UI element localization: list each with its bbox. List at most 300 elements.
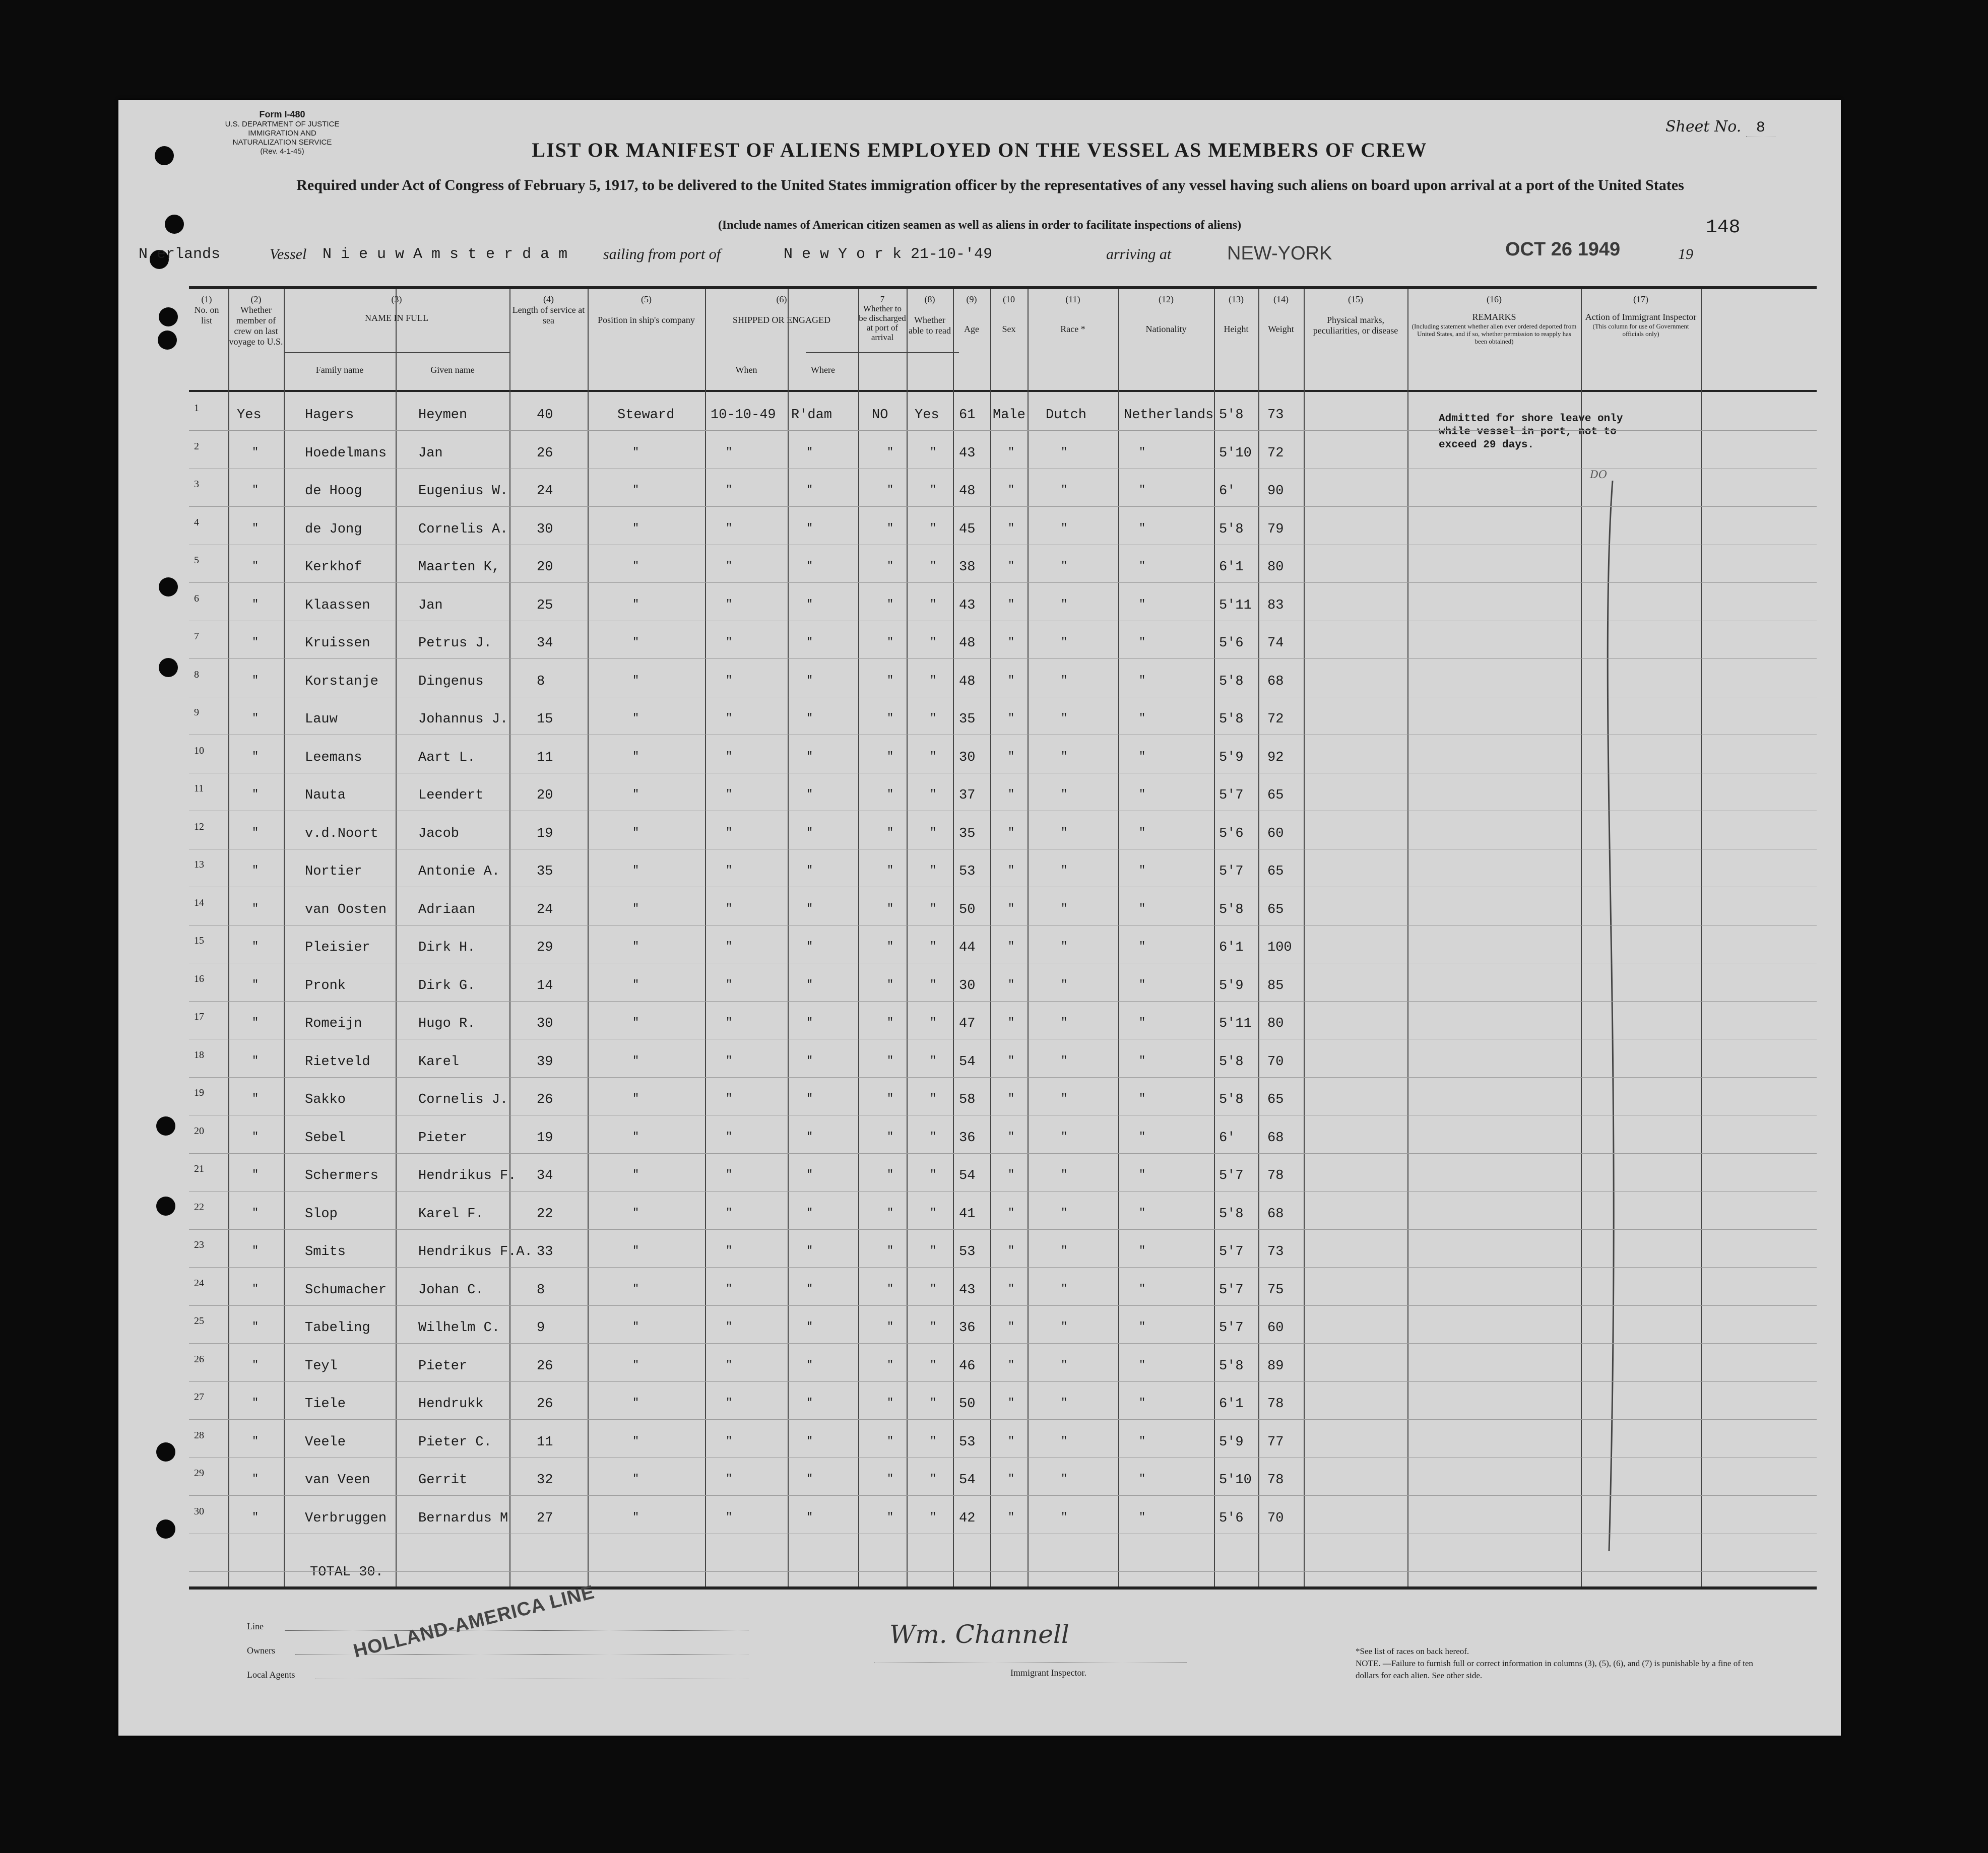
col-num: (3)	[391, 294, 402, 304]
given-name: Leendert	[418, 788, 484, 803]
family-name: Leemans	[305, 750, 362, 765]
col-header-name	[284, 294, 509, 323]
race-value: "	[1061, 1206, 1068, 1219]
discharged-value: "	[887, 521, 894, 535]
column-divider	[990, 289, 991, 1586]
given-name: Dingenus	[418, 674, 484, 689]
crew-member-value: "	[252, 636, 259, 648]
crew-member-value: "	[252, 1434, 259, 1447]
race-value: "	[1061, 1244, 1068, 1257]
row-number: 19	[194, 1087, 204, 1098]
read-value: "	[930, 1320, 937, 1333]
discharged-value: "	[887, 788, 894, 801]
row-rule	[189, 1495, 1817, 1496]
row-number: 14	[194, 897, 204, 908]
shipped-when: "	[726, 598, 733, 611]
shipped-where: "	[806, 674, 813, 687]
service-length: 33	[537, 1244, 553, 1260]
shipped-where: "	[806, 1244, 813, 1257]
shipped-when: "	[726, 750, 733, 763]
column-divider	[396, 289, 397, 1586]
col-header-where: Where	[811, 365, 835, 375]
crew-member-value: "	[252, 674, 259, 687]
height-value: 5'8	[1219, 1054, 1244, 1070]
service-length: 19	[537, 1130, 553, 1146]
discharged-value: "	[887, 1168, 894, 1181]
weight-value: 89	[1267, 1358, 1284, 1374]
age-value: 48	[959, 484, 976, 499]
column-divider	[1581, 289, 1582, 1586]
row-number: 17	[194, 1011, 204, 1022]
nationality-value: "	[1139, 1510, 1146, 1524]
race-value: "	[1061, 674, 1068, 687]
row-rule	[189, 582, 1817, 583]
col-label: SHIPPED OR ENGAGED	[732, 315, 830, 325]
col-num: (2)	[250, 294, 262, 304]
read-value: Yes	[915, 408, 939, 423]
nationality-value: "	[1139, 826, 1146, 839]
form-revision: (Rev. 4-1-45)	[260, 147, 304, 156]
position-value: "	[632, 560, 639, 572]
position-value: "	[632, 484, 639, 496]
height-value: 5'7	[1219, 788, 1244, 803]
age-value: 46	[959, 1358, 976, 1374]
discharged-value: "	[887, 1206, 894, 1219]
crew-member-value: "	[252, 1206, 259, 1219]
column-divider	[588, 289, 589, 1586]
age-value: 54	[959, 1473, 976, 1488]
discharged-value: "	[887, 1320, 894, 1333]
discharged-value: "	[887, 864, 894, 877]
position-value: Steward	[617, 408, 675, 423]
nationality-value: "	[1139, 674, 1146, 687]
crew-member-value: "	[252, 750, 259, 763]
read-value: "	[930, 1016, 937, 1029]
row-number: 29	[194, 1468, 204, 1479]
row-rule	[189, 1153, 1817, 1154]
col-label: REMARKS	[1472, 312, 1516, 322]
family-name: Teyl	[305, 1358, 338, 1374]
position-value: "	[632, 445, 639, 458]
age-value: 47	[959, 1016, 976, 1031]
service-length: 26	[537, 1092, 553, 1107]
nationality-value: "	[1139, 445, 1146, 458]
nationality-value: "	[1139, 636, 1146, 648]
sex-value: "	[1008, 1016, 1015, 1029]
height-value: 6'1	[1219, 560, 1244, 575]
position-value: "	[632, 598, 639, 611]
nationality-value: "	[1139, 1473, 1146, 1485]
height-value: 5'8	[1219, 712, 1244, 727]
inspector-label: Immigrant Inspector.	[1010, 1668, 1086, 1678]
shipped-where: "	[806, 1510, 813, 1524]
nationality-value: "	[1139, 1092, 1146, 1105]
col-header-length	[509, 294, 588, 326]
nationality-value: "	[1139, 521, 1146, 535]
total-count: TOTAL 30.	[310, 1565, 383, 1580]
read-value: "	[930, 636, 937, 648]
crew-member-value: "	[252, 1130, 259, 1143]
family-name: Veele	[305, 1434, 346, 1450]
nationality-value: "	[1139, 1282, 1146, 1295]
row-rule	[189, 1571, 1817, 1572]
height-value: 5'6	[1219, 636, 1244, 651]
family-name: Tabeling	[305, 1320, 370, 1336]
row-rule	[189, 1419, 1817, 1420]
given-name: Jan	[418, 445, 443, 461]
sex-value: "	[1008, 1130, 1015, 1143]
column-divider	[509, 289, 510, 1586]
shipped-when: "	[726, 1358, 733, 1371]
col-num: (5)	[641, 294, 652, 304]
family-name: Sakko	[305, 1092, 346, 1107]
age-value: 53	[959, 1434, 976, 1450]
service-length: 14	[537, 978, 553, 994]
weight-value: 72	[1267, 445, 1284, 461]
race-value: "	[1061, 636, 1068, 648]
row-number: 18	[194, 1049, 204, 1061]
service-length: 40	[537, 408, 553, 423]
crew-member-value: "	[252, 1282, 259, 1295]
given-name: Bernardus M	[418, 1510, 508, 1526]
family-name: Korstanje	[305, 674, 378, 689]
sex-value: "	[1008, 1358, 1015, 1371]
discharged-value: "	[887, 1473, 894, 1485]
read-value: "	[930, 445, 937, 458]
given-name: Maarten K,	[418, 560, 500, 575]
owners-label: Owners	[247, 1645, 275, 1656]
column-divider	[1701, 289, 1702, 1586]
nationality-value: "	[1139, 598, 1146, 611]
sheet-label: Sheet No.	[1665, 118, 1742, 136]
family-name: v.d.Noort	[305, 826, 378, 841]
discharged-value: "	[887, 978, 894, 991]
shipped-where: "	[806, 636, 813, 648]
shipped-where: "	[806, 750, 813, 763]
crew-member-value: "	[252, 1016, 259, 1029]
col-header-age	[953, 294, 990, 335]
col-label: Physical marks, peculiarities, or disease	[1313, 315, 1398, 336]
weight-value: 60	[1267, 826, 1284, 841]
shipped-when: "	[726, 864, 733, 877]
position-value: "	[632, 788, 639, 801]
punch-hole	[156, 1442, 175, 1462]
sailing-label: sailing from port of	[603, 246, 721, 262]
height-value: 5'8	[1219, 521, 1244, 537]
crew-member-value: "	[252, 445, 259, 458]
read-value: "	[930, 1510, 937, 1524]
column-divider	[907, 289, 908, 1586]
position-value: "	[632, 1397, 639, 1409]
height-value: 5'7	[1219, 864, 1244, 879]
col-header-race	[1028, 294, 1118, 335]
shipped-when: "	[726, 1054, 733, 1067]
discharged-value: "	[887, 750, 894, 763]
crew-member-value: "	[252, 1473, 259, 1485]
crew-member-value: "	[252, 864, 259, 877]
position-value: "	[632, 521, 639, 535]
row-number: 13	[194, 859, 204, 870]
read-value: "	[930, 1397, 937, 1409]
height-value: 5'6	[1219, 826, 1244, 841]
crew-member-value: "	[252, 1358, 259, 1371]
family-name: Pronk	[305, 978, 346, 994]
punch-hole	[159, 577, 178, 597]
family-name: Klaassen	[305, 598, 370, 613]
age-value: 54	[959, 1168, 976, 1183]
shipped-when: "	[726, 1397, 733, 1409]
race-value: "	[1061, 1092, 1068, 1105]
position-value: "	[632, 1510, 639, 1524]
age-value: 61	[959, 408, 976, 423]
family-name: Hoedelmans	[305, 445, 387, 461]
family-name: Pleisier	[305, 940, 370, 955]
vessel-name: N i e u w A m s t e r d a m	[323, 246, 568, 263]
col-header-when: When	[735, 365, 757, 375]
race-value: "	[1061, 1397, 1068, 1409]
shipped-where: "	[806, 1206, 813, 1219]
shipped-when: "	[726, 1320, 733, 1333]
family-name: Verbruggen	[305, 1510, 387, 1526]
service-length: 15	[537, 712, 553, 727]
sex-value: "	[1008, 826, 1015, 839]
nationality-value: "	[1139, 1434, 1146, 1447]
service-length: 22	[537, 1206, 553, 1222]
read-value: "	[930, 826, 937, 839]
manifest-sheet	[118, 100, 1841, 1736]
sex-value: "	[1008, 864, 1015, 877]
race-value: "	[1061, 598, 1068, 611]
height-value: 5'10	[1219, 1473, 1252, 1488]
sex-value: "	[1008, 1168, 1015, 1181]
agents-label: Local Agents	[247, 1670, 295, 1680]
age-value: 53	[959, 1244, 976, 1260]
punch-hole	[158, 330, 177, 350]
nationality-value: "	[1139, 1054, 1146, 1067]
weight-value: 68	[1267, 1206, 1284, 1222]
row-number: 4	[194, 516, 199, 528]
col-label: No. on list	[194, 305, 219, 325]
col-label: Height	[1224, 324, 1249, 334]
race-value: "	[1061, 1510, 1068, 1524]
shipped-when: "	[726, 636, 733, 648]
column-divider	[1118, 289, 1119, 1586]
sheet-number	[1665, 118, 1775, 137]
race-value: "	[1061, 1054, 1068, 1067]
shipped-where: "	[806, 1397, 813, 1409]
given-name: Johan C.	[418, 1282, 484, 1298]
height-value: 5'7	[1219, 1244, 1244, 1260]
race-value: "	[1061, 864, 1068, 877]
race-value: "	[1061, 560, 1068, 572]
discharged-value: "	[887, 940, 894, 953]
discharged-value: "	[887, 1016, 894, 1029]
weight-value: 65	[1267, 1092, 1284, 1107]
row-number: 11	[194, 783, 204, 794]
age-value: 41	[959, 1206, 976, 1222]
page-stamp-number: 148	[1706, 217, 1741, 238]
name-subheader-rule	[284, 352, 509, 353]
weight-value: 77	[1267, 1434, 1284, 1450]
service-length: 24	[537, 902, 553, 917]
shipped-where: "	[806, 978, 813, 991]
race-value: "	[1061, 1434, 1068, 1447]
col-num: (16)	[1487, 294, 1502, 304]
discharged-value: "	[887, 1130, 894, 1143]
race-value: "	[1061, 1016, 1068, 1029]
height-value: 5'11	[1219, 598, 1252, 613]
sex-value: "	[1008, 1434, 1015, 1447]
weight-value: 90	[1267, 484, 1284, 499]
read-value: "	[930, 1092, 937, 1105]
age-value: 38	[959, 560, 976, 575]
weight-value: 100	[1267, 940, 1292, 955]
shipped-where: "	[806, 484, 813, 496]
shipped-where: "	[806, 1282, 813, 1295]
sex-value: Male	[993, 408, 1025, 423]
row-number: 7	[194, 631, 199, 642]
column-divider	[284, 289, 285, 1586]
col-num: (6)	[776, 294, 787, 304]
col-header-position	[588, 294, 705, 325]
age-value: 43	[959, 1282, 976, 1298]
column-divider	[858, 289, 859, 1586]
discharged-value: "	[887, 1434, 894, 1447]
shipped-when: "	[726, 1434, 733, 1447]
position-value: "	[632, 1054, 639, 1067]
position-value: "	[632, 1473, 639, 1485]
weight-value: 79	[1267, 521, 1284, 537]
position-value: "	[632, 1244, 639, 1257]
row-rule	[189, 658, 1817, 659]
document-subtitle: Required under Act of Congress of February 5, 1917, to be delivered to the United States immigration officer by the representatives of any vessel having such aliens on board upon arrival at a port of the United States	[296, 177, 1684, 193]
given-name: Hendrukk	[418, 1397, 484, 1412]
row-rule	[189, 430, 1817, 431]
race-value: "	[1061, 484, 1068, 496]
vessel-label: Vessel	[270, 246, 307, 262]
given-name: Dirk G.	[418, 978, 476, 994]
age-value: 53	[959, 864, 976, 879]
nationality-value: "	[1139, 788, 1146, 801]
read-value: "	[930, 788, 937, 801]
shipped-where: "	[806, 1054, 813, 1067]
row-rule	[189, 1381, 1817, 1382]
read-value: "	[930, 674, 937, 687]
weight-value: 78	[1267, 1397, 1284, 1412]
inspector-mark: DO	[1590, 469, 1608, 481]
discharged-value: "	[887, 598, 894, 611]
sex-value: "	[1008, 1282, 1015, 1295]
document-title: LIST OR MANIFEST OF ALIENS EMPLOYED ON THE VESSEL AS MEMBERS OF CREW	[532, 139, 1428, 161]
crew-member-value: Yes	[237, 408, 262, 423]
sex-value: "	[1008, 598, 1015, 611]
service-length: 25	[537, 598, 553, 613]
height-value: 5'7	[1219, 1320, 1244, 1336]
nationality-value: "	[1139, 902, 1146, 915]
weight-value: 75	[1267, 1282, 1284, 1298]
col-num: (17)	[1633, 294, 1648, 304]
nationality-value: "	[1139, 484, 1146, 496]
row-number: 24	[194, 1277, 204, 1289]
family-name: Kerkhof	[305, 560, 362, 575]
age-value: 50	[959, 1397, 976, 1412]
shipped-where: "	[806, 712, 813, 724]
shipped-when: "	[726, 445, 733, 458]
discharged-value: "	[887, 674, 894, 687]
family-name: de Hoog	[305, 484, 362, 499]
col-num: (9)	[966, 294, 977, 304]
row-number: 5	[194, 555, 199, 566]
family-name: Tiele	[305, 1397, 346, 1412]
crew-member-value: "	[252, 560, 259, 572]
row-number: 1	[194, 403, 199, 414]
col-label: Sex	[1002, 324, 1016, 334]
shipped-where: "	[806, 1168, 813, 1181]
weight-value: 73	[1267, 1244, 1284, 1260]
column-divider	[1258, 289, 1259, 1586]
position-value: "	[632, 940, 639, 953]
sex-value: "	[1008, 1397, 1015, 1409]
height-value: 6'1	[1219, 1397, 1244, 1412]
col-num: (4)	[543, 294, 554, 304]
race-value: "	[1061, 1320, 1068, 1333]
race-value: "	[1061, 1130, 1068, 1143]
punch-hole	[156, 1519, 175, 1539]
race-value: Dutch	[1046, 408, 1087, 423]
family-name: Lauw	[305, 712, 338, 727]
service-length: 20	[537, 788, 553, 803]
col-num: (1)	[201, 294, 212, 304]
given-name: Eugenius W.	[418, 484, 508, 499]
col-label: Action of Immigrant Inspector	[1585, 312, 1697, 322]
service-length: 24	[537, 484, 553, 499]
date-stamp: OCT 26 1949	[1505, 239, 1621, 260]
include-note: (Include names of American citizen seamen as well as aliens in order to facilitate inspections of aliens)	[718, 219, 1242, 232]
service-length: 8	[537, 674, 545, 689]
sex-value: "	[1008, 1244, 1015, 1257]
sailing-port: N e w Y o r k 21-10-'49	[784, 246, 993, 263]
sex-value: "	[1008, 788, 1015, 801]
given-name: Petrus J.	[418, 636, 492, 651]
race-value: "	[1061, 940, 1068, 953]
position-value: "	[632, 1282, 639, 1295]
col-num: (11)	[1065, 294, 1080, 304]
line-field	[285, 1630, 748, 1631]
column-divider	[228, 289, 229, 1586]
position-value: "	[632, 1130, 639, 1143]
col-header-physical	[1304, 294, 1407, 336]
fine-note: NOTE. —Failure to furnish full or correct information in columns (3), (5), (6), and (7) is punishable by a fine of ten dollars for each alien. See other side.	[1356, 1659, 1753, 1680]
given-name: Gerrit	[418, 1473, 468, 1488]
shipped-where: "	[806, 1016, 813, 1029]
position-value: "	[632, 674, 639, 687]
shipped-where: "	[806, 1473, 813, 1485]
shipped-where: "	[806, 788, 813, 801]
crew-member-value: "	[252, 1397, 259, 1409]
col-sub-label: (Including statement whether alien ever ordered deported from United States, and if so, whether permission to reapply has been obtained)	[1412, 322, 1577, 345]
discharged-value: "	[887, 1244, 894, 1257]
row-number: 8	[194, 669, 199, 680]
remarks-text: Admitted for shore leave only while vessel in port, not to exceed 29 days.	[1439, 413, 1623, 451]
row-rule	[189, 1305, 1817, 1306]
weight-value: 85	[1267, 978, 1284, 994]
family-name: Schermers	[305, 1168, 378, 1183]
read-value: "	[930, 712, 937, 724]
punch-hole	[159, 307, 178, 326]
shipped-when: "	[726, 560, 733, 572]
crew-member-value: "	[252, 484, 259, 496]
race-value: "	[1061, 1358, 1068, 1371]
